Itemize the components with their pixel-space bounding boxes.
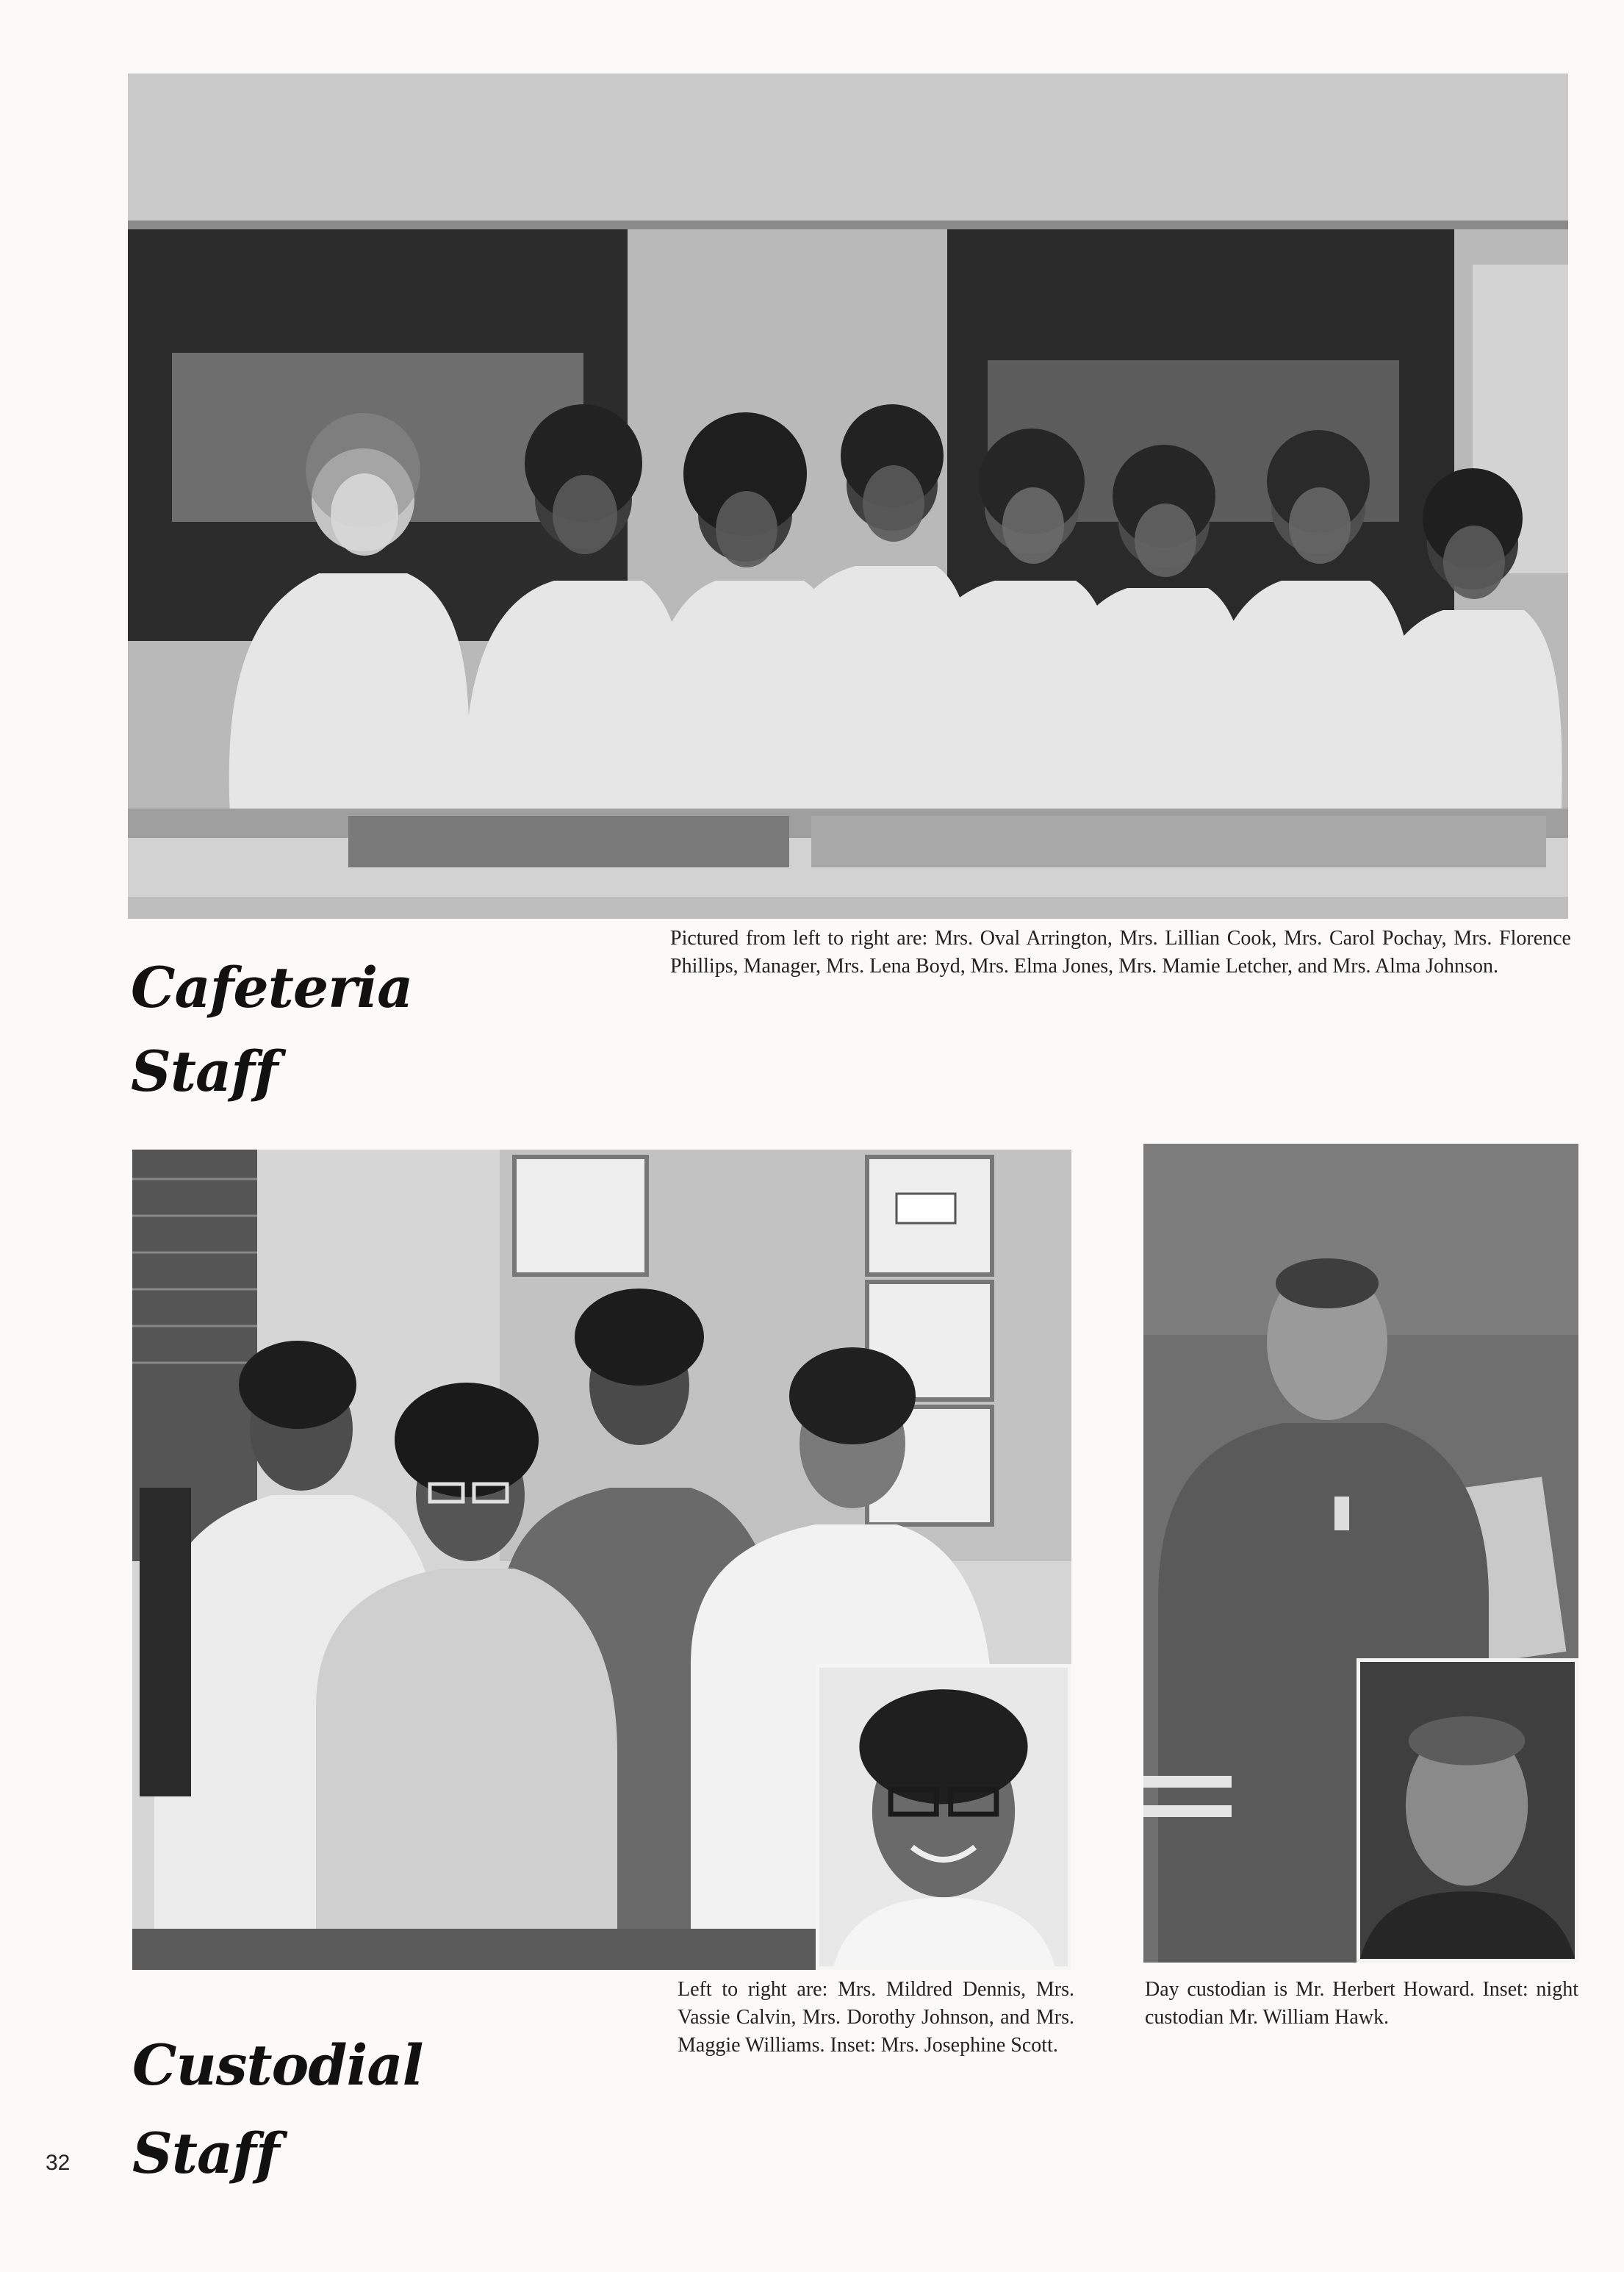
cafeteria-caption: Pictured from left to right are: Mrs. Oval Arrington, Mrs. Lillian Cook, Mrs. Carol Pochay, Mrs. Florence Phillips, Manager, Mrs. Lena Boyd, Mrs. Elma Jones, Mrs. Mamie Letcher, and Mrs. Alma Johnson. [670, 927, 1571, 978]
cafeteria-title-line1: Cafeteria [131, 955, 413, 1020]
day-custodian-caption: Day custodian is Mr. Herbert Howard. Inset: night custodian Mr. William Hawk. [1145, 1978, 1578, 2029]
custodial-title-line2: Staff [132, 2121, 279, 2186]
custodial-title [132, 2032, 441, 2187]
cafeteria-staff-photo [128, 74, 1568, 919]
cafeteria-title-line2: Staff [131, 1039, 278, 1104]
custodial-inset-photo [816, 1664, 1071, 1970]
cafeteria-title [131, 954, 425, 1105]
day-custodian-inset-photo [1357, 1658, 1578, 1963]
night-custodian-inset-drawing [1360, 1662, 1575, 1959]
cafeteria-photo-drawing [128, 74, 1568, 919]
custodial-inset-drawing [819, 1668, 1068, 1966]
day-custodian-photo [1143, 1144, 1578, 1963]
custodial-staff-photo [132, 1150, 1071, 1970]
custodial-group-caption: Left to right are: Mrs. Mildred Dennis, Mrs. Vassie Calvin, Mrs. Dorothy Johnson, and Mrs. Maggie Williams. Inset: Mrs. Josephine Scott. [678, 1978, 1074, 2057]
custodial-title-line1: Custodial [132, 2032, 423, 2098]
page-number: 32 [46, 2151, 71, 2175]
